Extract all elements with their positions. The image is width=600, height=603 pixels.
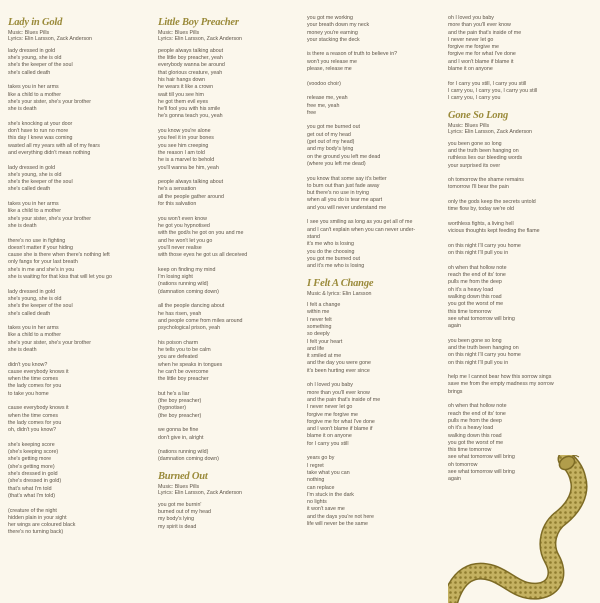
lyric-line: for this salvation [158, 201, 197, 208]
lyric-line: more than you'll ever know [448, 22, 511, 29]
lyric-line: for I carry you still, I carry you still [448, 80, 527, 87]
lyric-line: I'm losing sight [158, 274, 193, 281]
lyric-line: this time tomorrow [448, 447, 492, 454]
lyric-line: within me [307, 309, 330, 316]
lyric-stanza [448, 199, 590, 214]
lyric-line: he's a sensation [158, 186, 197, 193]
lyric-stanza [158, 128, 298, 172]
lyric-line: he can't be overcome [158, 368, 209, 375]
lyric-line: you been gone so long [448, 140, 502, 147]
lyric-line: oh tomorrow [448, 461, 478, 468]
lyric-line: he is a marvel to behold [158, 157, 215, 164]
lyric-line: all the people dancing about [158, 303, 225, 310]
lyric-line: that's what I'm told [8, 485, 52, 492]
lyric-stanza [158, 502, 298, 531]
snake-illustration [448, 455, 600, 603]
lyric-line: you got the worst of me [448, 301, 504, 308]
lyric-stanza [158, 449, 298, 464]
lyric-line: hidden plain in your sight [8, 514, 67, 521]
lyric-line: takes you in her arms [8, 325, 59, 332]
lyric-line: oh it's a heavy load [448, 425, 494, 432]
lyric-stanza [448, 374, 590, 396]
lyric-line: and my body's lying [307, 146, 354, 153]
lyric-line: (voodoo choir) [307, 80, 341, 87]
lyric-line: I regret [307, 462, 324, 469]
lyric-line: you know that some say it's better [307, 175, 387, 182]
lyric-line: (the boy preacher) [158, 398, 202, 405]
song-credits [307, 291, 447, 297]
lyric-line: like a child to a mother [8, 91, 61, 98]
song-title: I Felt A Change [307, 277, 374, 289]
lyric-line: is there a reason of truth to believe in? [307, 51, 398, 58]
lyric-line: that glorious creature, yeah [158, 69, 223, 76]
credit-line: Music: Blues Pills [158, 30, 200, 36]
lyric-line: you are defeated [158, 354, 198, 361]
lyric-line: again [448, 476, 461, 483]
lyric-stanza [158, 391, 298, 420]
lyric-stanza [8, 201, 148, 230]
lyric-line: take what you can [307, 469, 350, 476]
lyric-stanza [307, 95, 447, 117]
lyric-line: she's the keeper of the soul [8, 303, 73, 310]
lyric-line: get out of my head [307, 131, 351, 138]
lyric-line: he wears it like a crown [158, 84, 214, 91]
lyric-line: and you will never understand me [307, 204, 387, 211]
lyric-line: he has risen, yeah [158, 310, 202, 317]
song-credits [448, 123, 590, 136]
lyric-line: oh, didn't you know? [8, 427, 57, 434]
credit-line: Lyrics: Elin Larsson, Zack Anderson [448, 129, 533, 136]
lyric-line: on the ground you left me dead [307, 153, 381, 160]
lyric-line: you feel it in your bones [158, 135, 214, 142]
song-title: Gone So Long [448, 109, 509, 121]
lyric-line: forgive me forgive me [307, 411, 358, 418]
lyric-line: when the time comes [8, 376, 59, 383]
song-block [8, 17, 148, 537]
lyric-line: something [307, 323, 332, 330]
lyric-line: there's no use in fighting [8, 237, 66, 244]
lyric-line: he got you hypnotised [158, 222, 210, 229]
lyric-stanza [158, 267, 298, 296]
lyric-line: oh tomorrow the shame remains [448, 177, 524, 184]
lyric-stanza [307, 302, 447, 375]
lyric-line: she is death [8, 346, 37, 353]
lyric-line: no lights [307, 499, 327, 506]
lyric-line: tomorrow I'll bear the pain [448, 184, 509, 191]
lyric-line: you'll wanna be him, yeah [158, 164, 219, 171]
lyric-line: free me, yeah [307, 102, 340, 109]
credit-line: Lyrics: Elin Larsson, Zack Anderson [8, 36, 93, 43]
lyric-line: oh I loved you baby [448, 15, 494, 21]
lyric-line: but he's a liar [158, 390, 190, 397]
lyric-stanza [307, 51, 447, 73]
lyric-line: so deeply [307, 331, 330, 338]
lyric-stanza [158, 427, 298, 442]
lyric-line: I never felt [307, 316, 332, 323]
lyric-line: he'll fool you with his smile [158, 106, 221, 113]
lyric-line: walking down this road [448, 293, 502, 300]
lyric-line: (damnation coming down) [158, 288, 219, 295]
lyric-stanza [8, 48, 148, 77]
lyric-line: again [448, 323, 461, 330]
lyric-stanza [448, 15, 590, 73]
lyric-line: reach the end of its' tone [448, 410, 506, 417]
lyric-stanza [448, 177, 590, 192]
song-block [158, 471, 298, 531]
song-credits [158, 484, 298, 497]
lyric-line: when all you do is tear me apart [307, 197, 383, 204]
lyric-line: nothing [307, 477, 325, 484]
lyric-line: you got me burnin' [158, 501, 202, 508]
lyric-stanza [307, 455, 447, 528]
lyric-line: I felt your heart [307, 338, 343, 345]
lyric-line: she's dressed in gold [8, 471, 58, 478]
lyric-stanza [158, 48, 298, 121]
lyric-line: she's called death [8, 69, 51, 76]
lyric-line: all the people gather around [158, 193, 224, 200]
lyric-line: (she's keeping score) [8, 449, 59, 456]
lyric-line: like a child to a mother [8, 332, 61, 339]
lyric-line: with those eyes he got us all deceived [158, 252, 248, 259]
lyric-line: and the truth been hanging on [448, 344, 519, 351]
lyric-stanza [307, 382, 447, 448]
lyric-line: it smiled at me [307, 353, 342, 360]
lyric-line: you got me burned out [307, 255, 361, 262]
lyric-line: (where you left me dead) [307, 160, 366, 167]
lyric-line: she's getting more [8, 456, 52, 463]
lyric-line: time flow by, today we're old [448, 206, 514, 213]
lyric-line: doesn't matter if your hiding [8, 244, 73, 251]
lyric-line: (nations running wild) [158, 281, 209, 288]
lyric-line: this time tomorrow [448, 308, 492, 315]
lyric-line: she's young, she is old [8, 295, 62, 302]
lyric-line: oh it's a heavy load [448, 286, 494, 293]
lyric-line: this day I knew was coming [8, 135, 73, 142]
lyric-line: keep on finding my mind [158, 266, 216, 273]
lyric-stanza [8, 238, 148, 282]
lyric-line: wasted all my years with all of my fears [8, 142, 100, 149]
lyric-line: only the gods keep the secrets untold [448, 199, 536, 206]
lyric-line: I never never let go [448, 36, 494, 43]
lyric-line: see what tomorrow will bring [448, 454, 515, 461]
lyric-stanza [448, 221, 590, 236]
lyric-line: (nations running wild) [158, 449, 209, 456]
song-credits [158, 30, 298, 43]
lyric-line: don't give in, alright [158, 434, 204, 441]
song-title: Lady in Gold [8, 17, 63, 28]
lyric-stanza [448, 338, 590, 367]
lyric-line: lady dressed in gold [8, 288, 56, 295]
lyric-line: and the truth been hanging on [448, 147, 519, 154]
lyric-line: forgive me forgive me [448, 44, 499, 51]
lyrics-column-4 [448, 15, 590, 491]
lyric-line: I carry you, I carry you, I carry you still [448, 87, 538, 94]
lyric-line: and I won't blame if blame if [307, 426, 373, 433]
lyric-line: and the days you're not here [307, 513, 374, 520]
lyric-line: your surprised its over [448, 162, 501, 169]
lyric-line: cause she is there when there's nothing left [8, 252, 110, 259]
lyric-line: and the day you were gone [307, 360, 371, 367]
song-title: Little Boy Preacher [158, 17, 239, 28]
lyric-line: her wings are coloured black [8, 522, 76, 529]
lyric-line: the reason I am told [158, 149, 205, 156]
lyric-stanza [307, 219, 447, 270]
lyric-line: like a child to a mother [8, 208, 61, 215]
lyric-stanza [8, 289, 148, 318]
lyric-line: she's your sister, she's your brother [8, 215, 91, 222]
lyric-line: she is death [8, 106, 37, 113]
credit-line: Music: Blues Pills [8, 30, 50, 36]
lyric-line: (creature of the night [8, 507, 57, 514]
lyric-line: please, release me [307, 66, 352, 73]
lyric-line: walking down this road [448, 432, 502, 439]
lyric-stanza [307, 124, 447, 168]
lyric-line: you know you're alone [158, 128, 211, 135]
song-block [158, 17, 298, 464]
lyric-line: you got me burned out [307, 124, 361, 131]
lyric-line: I never never let go [307, 404, 353, 411]
lyric-line: my spirit is dead [158, 523, 197, 530]
lyric-line: (the boy preacher) [158, 412, 202, 419]
lyric-line: worthless fights, a living hell [448, 220, 514, 227]
lyric-line: pulls me from the deep [448, 279, 502, 286]
lyric-line: she's called death [8, 310, 51, 317]
lyric-line: (get out of my head) [307, 139, 355, 146]
lyric-stanza [8, 121, 148, 157]
lyric-stanza [8, 362, 148, 398]
lyric-line: and the pain that's inside of me [307, 396, 381, 403]
lyric-stanza [158, 340, 298, 384]
credit-line: Music & lyrics: Elin Larsson [307, 290, 372, 297]
lyric-line: lady dressed in gold [8, 47, 56, 54]
lyric-line: my body's lying [158, 516, 195, 523]
lyric-line: but there's no use in trying [307, 190, 369, 197]
lyric-line: people always talking about [158, 179, 224, 186]
lyric-line: only fangs for your last breath [8, 259, 78, 266]
lyric-stanza [8, 325, 148, 354]
lyric-line: psychological prison, yeah [158, 325, 221, 332]
lyric-line: she's young, she is old [8, 171, 62, 178]
lyric-line: cause everybody knows it [8, 405, 69, 412]
lyric-line: you see him creeping [158, 142, 209, 149]
lyric-line: oh I loved you baby [307, 382, 353, 389]
lyric-line: to burn out than just fade away [307, 182, 380, 189]
lyric-line: I'm stuck in the dark [307, 491, 354, 498]
lyric-line: she's called death [8, 186, 51, 193]
lyric-line: takes you in her arms [8, 84, 59, 91]
lyric-line: she's your sister, she's your brother [8, 339, 91, 346]
lyrics-column-2 [158, 17, 298, 538]
lyric-stanza [158, 303, 298, 332]
lyric-line: I carry you, I carry you [448, 95, 501, 102]
lyric-line: you got the worst of me [448, 439, 504, 446]
lyric-line: ruthless lies our bleeding words [448, 155, 523, 162]
lyric-line: blame it on anyone [307, 433, 352, 440]
lyric-stanza [448, 265, 590, 331]
lyric-line: it's been hurting ever since [307, 367, 370, 374]
lyric-line: she's keeping score [8, 441, 55, 448]
song-credits [8, 30, 148, 43]
lyric-line: you got me working [307, 15, 353, 21]
lyric-line: brings [448, 388, 463, 395]
lyric-line: won't you release me [307, 58, 357, 65]
lyric-line: wait till you see him [158, 91, 204, 98]
lyric-line: she's knocking at your door [8, 120, 73, 127]
lyric-line: and he won't let you go [158, 237, 213, 244]
lyric-line: his hair hangs down [158, 77, 206, 83]
lyric-line: life will never be the same [307, 521, 368, 527]
lyric-line: everybody wanna be around [158, 62, 225, 69]
lyric-stanza [8, 442, 148, 500]
lyric-line: lady dressed in gold [8, 164, 56, 171]
lyric-line: vicious thoughts kept feeding the flame [448, 228, 540, 235]
lyric-line: on this night I'll carry you home [448, 352, 521, 359]
lyric-line: takes you in her arms [8, 201, 59, 208]
lyric-line: and the pain that's inside of me [448, 29, 522, 36]
lyric-line: free [307, 109, 317, 116]
lyric-line: burned out of my head [158, 509, 212, 516]
lyric-line: didn't you know? [8, 361, 48, 368]
lyric-line: can replace [307, 484, 335, 491]
lyric-line: the lady comes for you [8, 383, 62, 390]
lyrics-column-1 [8, 17, 148, 544]
lyric-line: save me from the empty madness my sorrow [448, 381, 554, 388]
lyric-line: and everything didn't mean nothing [8, 149, 91, 156]
credit-line: Music: Blues Pills [448, 122, 490, 129]
lyric-line: and people come from miles around [158, 317, 243, 324]
credit-line: Music: Blues Pills [158, 484, 200, 491]
lyric-line: you do the choosing [307, 248, 355, 255]
lyric-line: the little boy preacher, yeah [158, 55, 223, 62]
lyric-line: on this night I'll pull you in [448, 250, 509, 257]
lyric-line: forgive me for what I've done [307, 418, 375, 425]
lyric-line: see what tomorrow will bring [448, 469, 515, 476]
lyric-line: we gonna be fine [158, 427, 199, 434]
lyric-line: (damnation coming down) [158, 456, 219, 463]
lyric-stanza [448, 243, 590, 258]
lyric-line: oh when that hollow note [448, 403, 507, 410]
song-block [448, 15, 590, 103]
lyric-line: on this night I'll carry you home [448, 242, 521, 249]
lyric-stanza [8, 84, 148, 113]
lyric-stanza [158, 216, 298, 260]
lyric-line: (that's what I'm told) [8, 492, 56, 499]
lyric-line: she is waiting for that kiss that will let you go [8, 274, 112, 281]
lyric-line: on this night I'll pull you in [448, 359, 509, 366]
lyric-line: release me, yeah [307, 95, 348, 102]
lyric-line: the little boy preacher [158, 376, 209, 383]
lyric-line: it won't save me [307, 506, 345, 513]
lyric-stanza [307, 81, 447, 88]
lyric-line: and life [307, 345, 325, 352]
lyric-line: see what tomorrow will bring [448, 315, 515, 322]
lyric-line: and it's me who is losing [307, 263, 365, 270]
lyric-line: and I can't explain when you can never under- [307, 226, 416, 233]
lyric-line: years go by [307, 455, 335, 462]
lyric-line: I felt a change [307, 302, 341, 309]
lyric-stanza [448, 81, 590, 103]
lyric-line: he's gonna teach you, yeah [158, 113, 223, 120]
lyric-stanza [448, 141, 590, 170]
lyric-line: you'll never realise [158, 244, 202, 251]
lyric-line: she's the keeper of the soul [8, 62, 73, 69]
lyric-line: stand [307, 233, 320, 240]
credit-line: Lyrics: Elin Larsson, Zack Anderson [158, 490, 243, 497]
lyric-line: there's no turning back) [8, 529, 64, 536]
lyric-line: and I won't blame if blame it [448, 58, 514, 65]
lyrics-column-3 [307, 15, 447, 536]
lyric-line: to take you home [8, 390, 49, 397]
lyric-stanza [307, 176, 447, 212]
lyric-line: pulls me from the deep [448, 417, 502, 424]
lyric-line: your breath down my neck [307, 22, 370, 29]
lyric-line: he tells you to be calm [158, 346, 211, 353]
lyric-line: (hypnotiser) [158, 405, 186, 412]
lyric-line: with the god/s he got on you and me [158, 230, 244, 237]
song-block [307, 278, 447, 529]
lyric-line: cause everybody knows it [8, 368, 69, 375]
lyric-line: she's in me and she's in you [8, 266, 75, 273]
lyric-line: reach the end of its' tone [448, 272, 506, 279]
lyric-line: (she's dressed in gold) [8, 478, 62, 485]
lyric-line: she's your sister, she's your brother [8, 98, 91, 105]
lyric-line: when the time comes [8, 412, 59, 419]
lyric-line: more than you'll ever know [307, 389, 370, 396]
lyric-line: people always talking about [158, 47, 224, 54]
lyric-line: don't have to run no more [8, 128, 69, 135]
lyric-line: blame it on anyone [448, 66, 493, 73]
song-block [307, 15, 447, 270]
lyric-line: she is death [8, 222, 37, 229]
lyric-line: you won't even know [158, 215, 208, 222]
lyric-line: she's the keeper of the soul [8, 179, 73, 186]
lyric-line: when he speaks in tongues [158, 361, 223, 368]
lyric-line: the lady comes for you [8, 419, 62, 426]
lyric-line: forgive me for what I've done [448, 51, 516, 58]
lyric-line: for I carry you still [307, 440, 349, 447]
lyric-line: it's me who is losing [307, 241, 354, 248]
lyric-stanza [8, 508, 148, 537]
lyric-line: help me I cannot bear how this sorrow sings [448, 374, 552, 381]
lyric-line: she's young, she is old [8, 55, 62, 62]
lyric-line: you been gone so long [448, 337, 502, 344]
lyric-stanza [8, 405, 148, 434]
lyric-line: money you're earning [307, 29, 358, 36]
lyric-line: I see you smiling as long as you get all of me [307, 219, 413, 226]
lyric-stanza [307, 15, 447, 44]
lyric-line: (she's getting more) [8, 463, 55, 470]
lyric-line: he got them evil eyes [158, 98, 209, 105]
lyric-line: oh when that hollow note [448, 264, 507, 271]
song-title: Burned Out [158, 471, 208, 483]
lyric-stanza [8, 165, 148, 194]
credit-line: Lyrics: Elin Larsson, Zack Anderson [158, 36, 243, 43]
song-block [448, 110, 590, 484]
lyric-line: your stacking the deck [307, 36, 360, 43]
lyric-line: his poison charm [158, 339, 199, 346]
lyric-stanza [158, 179, 298, 208]
